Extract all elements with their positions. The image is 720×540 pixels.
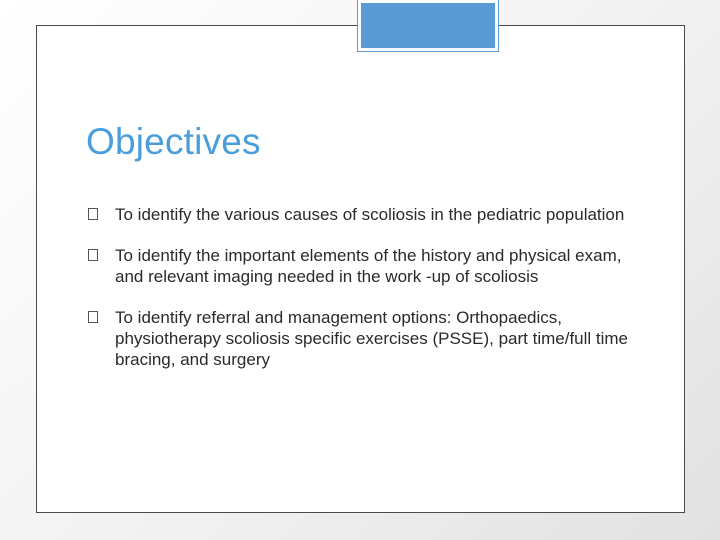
list-item-text: To identify referral and management options: Orthopaedics, physiotherapy scoliosis specific exercises (PSSE), part time/full time bracing, and surgery [115,308,629,369]
accent-block [358,0,498,51]
list-item [88,245,648,287]
list-item-text: To identify the important elements of the history and physical exam, and relevant imaging needed in the work -up of scoliosis [115,246,622,286]
bullet-box-icon [88,249,98,261]
objectives-list [88,204,648,390]
list-item [88,204,648,225]
slide-title: Objectives [86,121,261,162]
bullet-box-icon [88,311,98,323]
list-item [88,307,648,370]
list-item-text: To identify the various causes of scoliosis in the pediatric population [115,205,625,224]
bullet-box-icon [88,208,98,220]
